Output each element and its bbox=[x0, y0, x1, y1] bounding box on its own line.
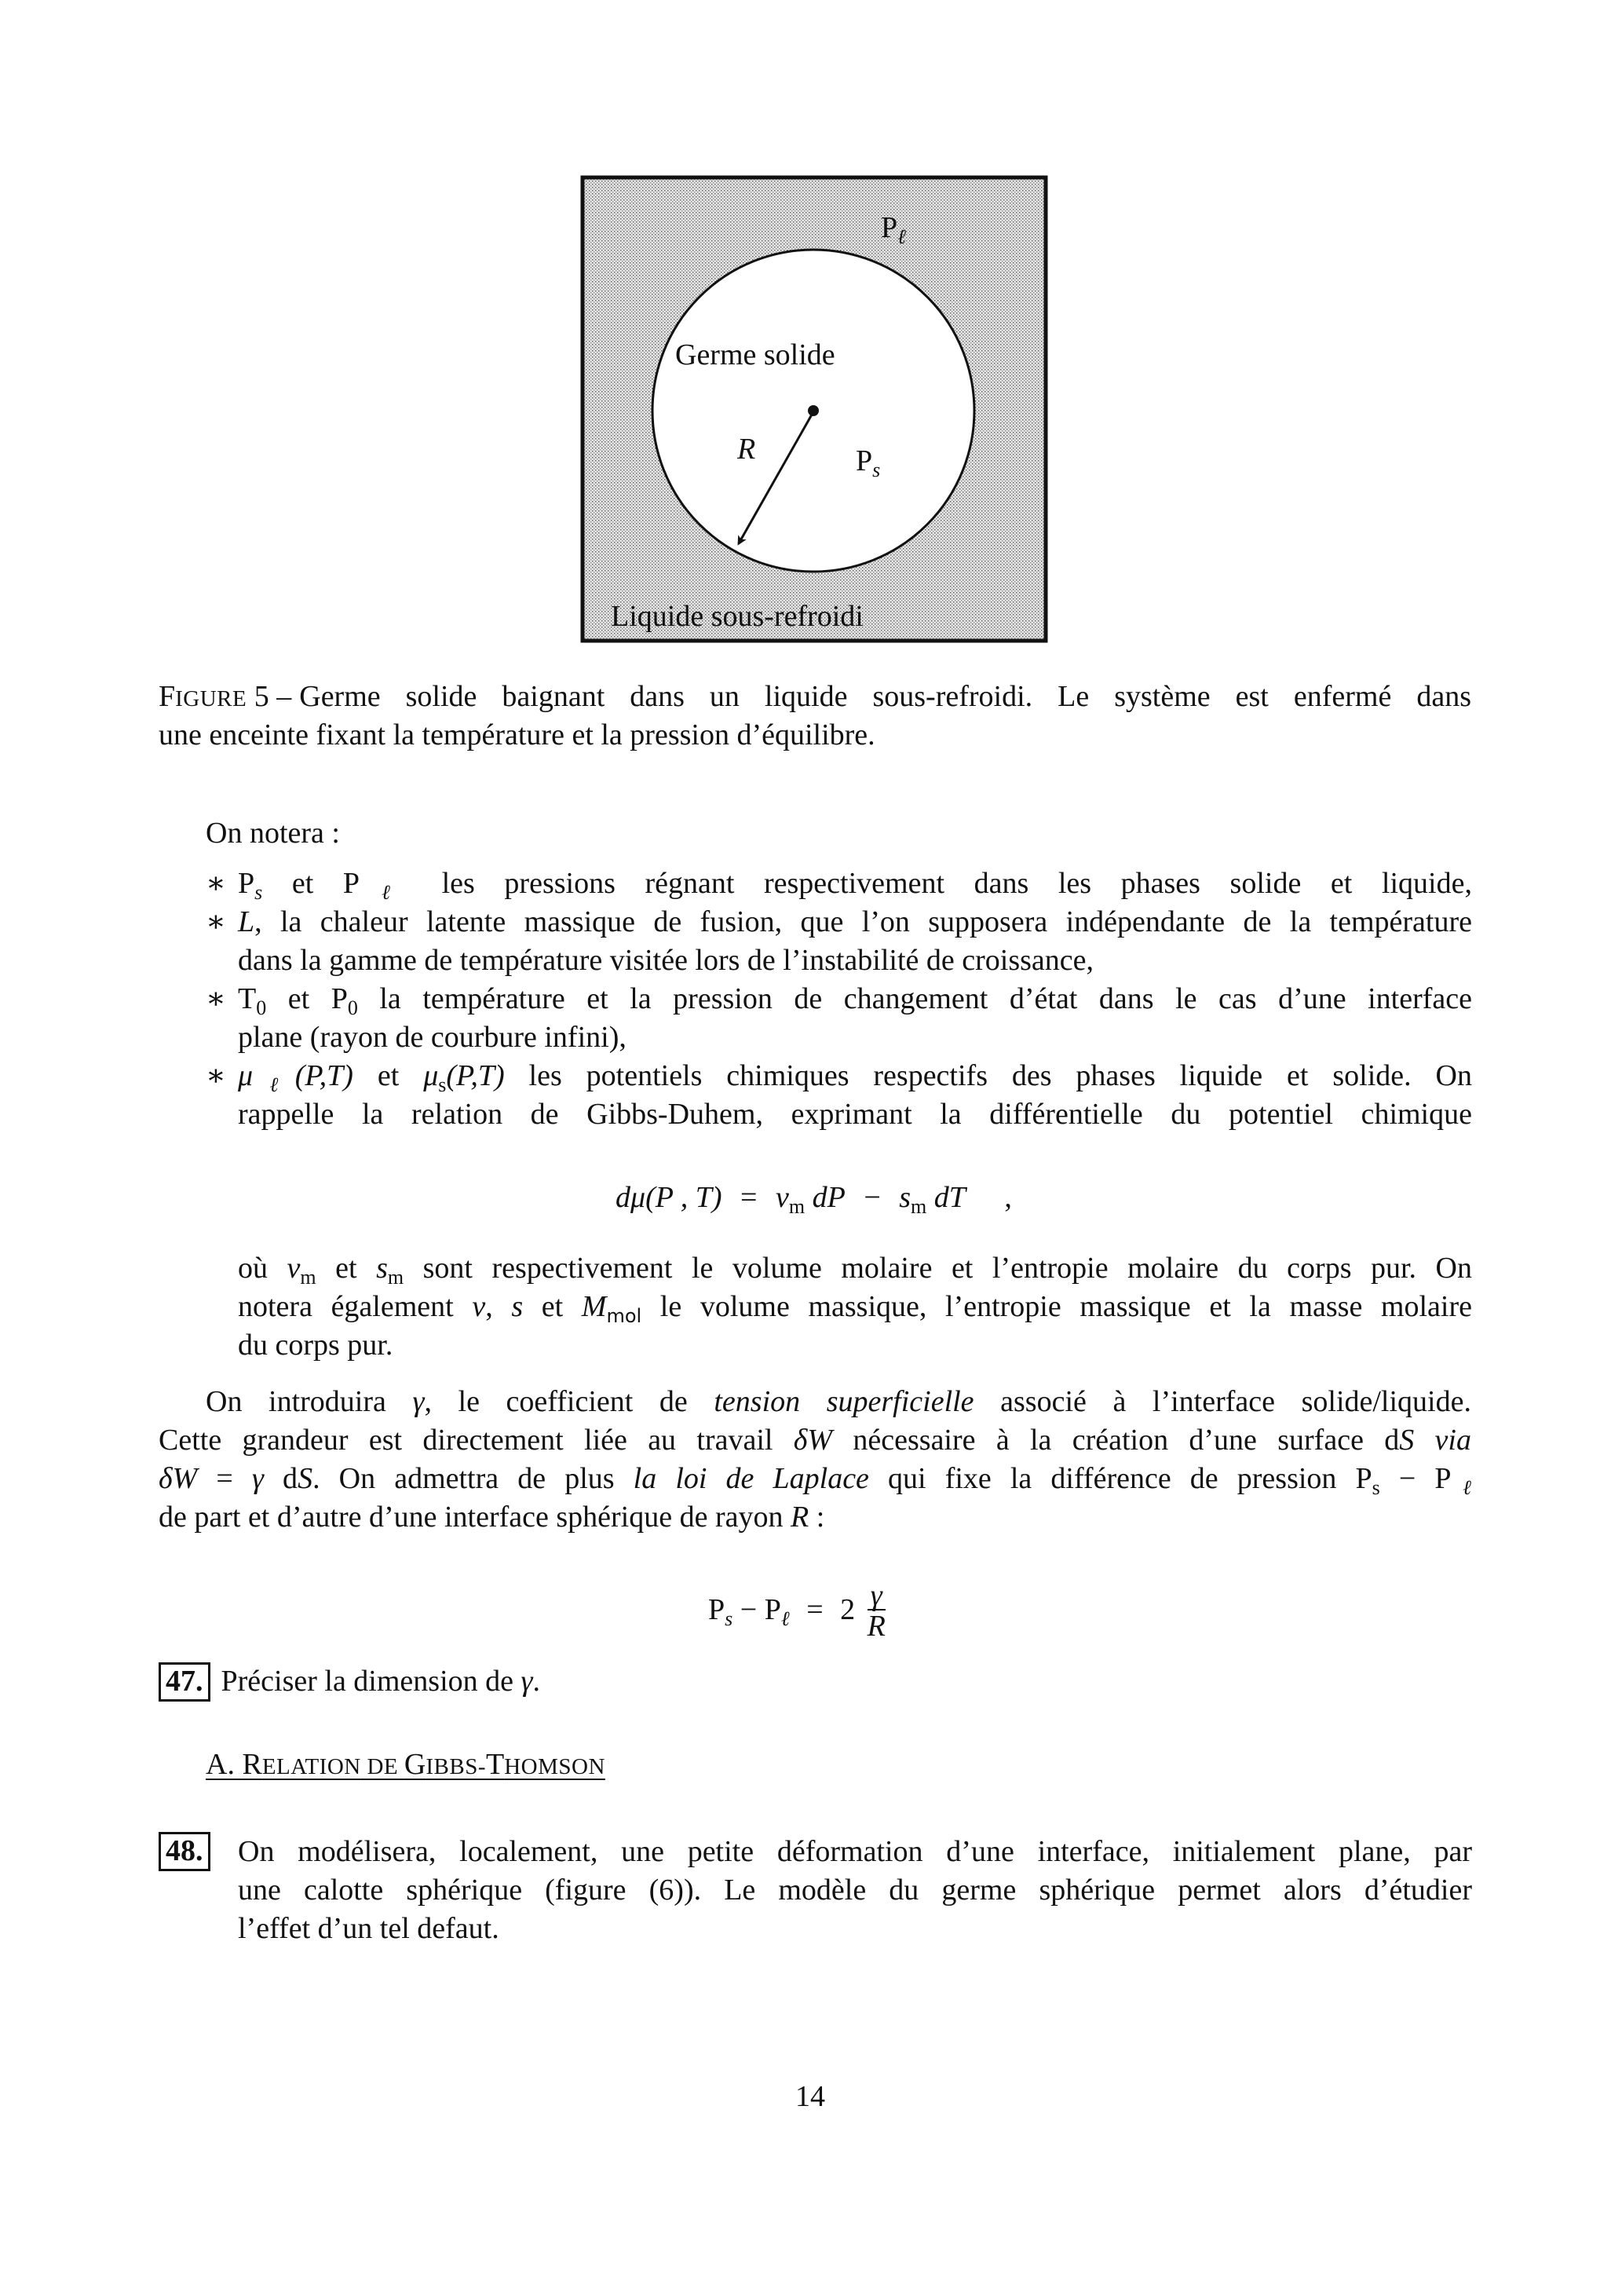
caption-text: Germe solide baignant dans un liquide sous-refroidi. Le système est enfermé dans bbox=[299, 680, 1471, 713]
paragraph-surface-tension-line-1: On introduira γ, le coefficient de tension superficielle associé à l’interface solide/liquide. bbox=[206, 1385, 1471, 1418]
question-number-48-box bbox=[159, 1832, 221, 1871]
section-heading-gibbs-thomson: A. RELATION DE GIBBS-THOMSON bbox=[206, 1748, 605, 1781]
figure-caption-line-2: une enceinte fixant la température et la pression d’équilibre. bbox=[159, 718, 875, 751]
paragraph-molar-quantities-line-3: du corps pur. bbox=[238, 1329, 393, 1362]
question-48-line-2: une calotte sphérique (figure (6)). Le modèle du germe sphérique permet alors d’étudier bbox=[238, 1874, 1472, 1907]
notation-item-latent-heat-cont: dans la gamme de température visitée lors de l’instabilité de croissance, bbox=[238, 944, 1094, 977]
equation-gibbs-duhem: dμ(P , $T) = v_m$ dP − $s_m$ dT , bbox=[616, 1181, 1012, 1218]
fraction-gamma-over-r: $\frac{\gamma}{R}$ bbox=[867, 1579, 886, 1643]
page-number: 14 bbox=[795, 2080, 825, 2113]
bullet-icon: ∗ bbox=[206, 1059, 226, 1092]
notation-item-chemical-potentials: $\mu_\ell(P,T)$ et $\mu_s(P,T)$ les potentiels chimiques respectifs des phases liquide et solide. On bbox=[238, 1059, 1472, 1096]
svg-text:Ps: $P_s$ bbox=[856, 444, 881, 481]
notation-item-chemical-potentials-cont: rappelle la relation de Gibbs-Duhem, exprimant la différentielle du potentiel chimique bbox=[238, 1098, 1472, 1131]
question-48-line-3: l’effet d’un tel defaut. bbox=[238, 1912, 499, 1945]
figure-5-diagram bbox=[579, 174, 1049, 644]
label-radius: R bbox=[737, 433, 756, 466]
paragraph-surface-tension-line-2: Cette grandeur est directement liée au travail δW nécessaire à la création d’une surface dS via bbox=[159, 1424, 1471, 1457]
question-48-line-1: On modélisera, localement, une petite déformation d’une interface, initialement plane, par bbox=[238, 1835, 1472, 1868]
notation-item-pressures: $P_s$ et $P_\ell$ les pressions régnant respectivement dans les phases solide et liquide, bbox=[238, 867, 1472, 904]
svg-text:Pℓ: $P_\ell$ bbox=[881, 211, 906, 248]
label-p-solid: P bbox=[856, 444, 873, 477]
paragraph-molar-quantities-line-2: notera également v, s et $M_{mol}$ le volume massique, l’entropie massique et la masse molaire bbox=[238, 1290, 1472, 1327]
figure-caption-line-1: FIGURE 5 – Germe solide baignant dans un liquide sous-refroidi. Le système est enfermé dans bbox=[159, 677, 1471, 718]
question-number-47: 47. bbox=[159, 1662, 210, 1702]
notation-item-latent-heat: L, la chaleur latente massique de fusion, que l’on supposera indépendante de la température bbox=[238, 905, 1472, 938]
question-number-48: 48. bbox=[159, 1832, 210, 1871]
paragraph-surface-tension-line-3: δW = γ dS. On admettra de plus la loi de Laplace qui fixe la différence de pression $P_s - P_\ell$ bbox=[159, 1462, 1472, 1499]
label-liquide-sous-refroidi: Liquide sous-refroidi bbox=[611, 600, 864, 633]
bullet-icon: ∗ bbox=[206, 867, 226, 900]
notation-item-t0-p0: $T_0$ et $P_0$ la température et la pression de changement d’état dans le cas d’une interface bbox=[238, 982, 1472, 1019]
notation-item-t0-p0-cont: plane (rayon de courbure infini), bbox=[238, 1021, 627, 1054]
label-germe-solide: Germe solide bbox=[675, 338, 835, 371]
paragraph-surface-tension-line-4: de part et d’autre d’une interface sphérique de rayon R : bbox=[159, 1501, 825, 1534]
bullet-icon: ∗ bbox=[206, 905, 226, 938]
paragraph-molar-quantities-line-1: où $v_m$ et $s_m$ sont respectivement le volume molaire et l’entropie molaire du corps pur. On bbox=[238, 1252, 1472, 1289]
notations-intro: On notera : bbox=[206, 817, 340, 850]
label-p-liquid: P bbox=[881, 211, 898, 244]
bullet-icon: ∗ bbox=[206, 982, 226, 1015]
question-47: 47. Préciser la dimension de γ. bbox=[159, 1662, 540, 1702]
center-dot bbox=[808, 405, 819, 416]
equation-laplace: $P_s - P_\ell = 2$ $\frac{\gamma}{R}$ bbox=[708, 1579, 886, 1643]
